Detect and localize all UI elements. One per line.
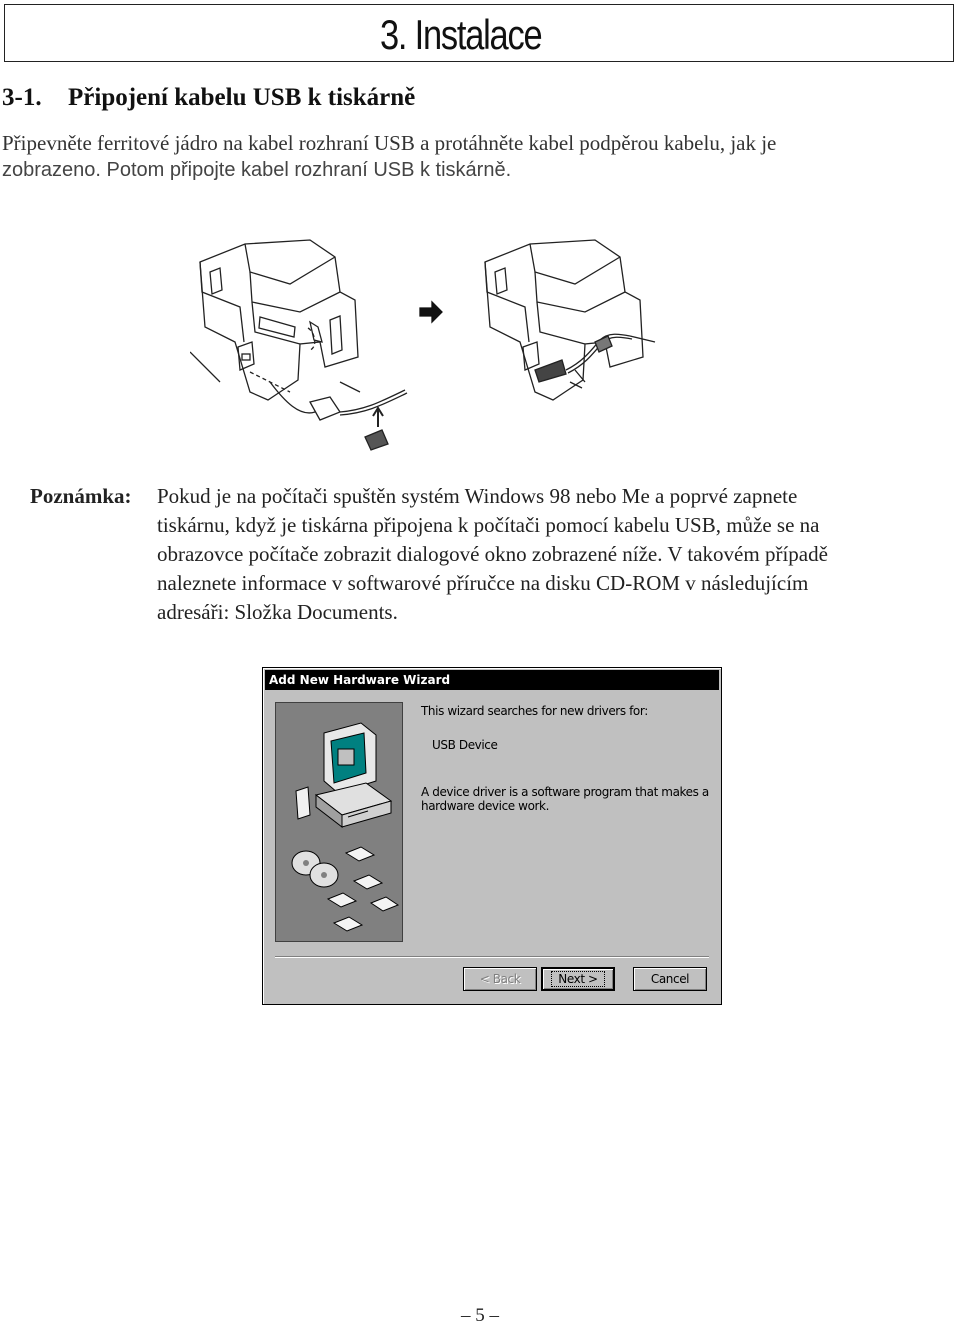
wizard-search-text: This wizard searches for new drivers for:: [421, 704, 648, 718]
note-line: tiskárnu, když je tiskárna připojena k počítači pomocí kabelu USB, může se na: [157, 513, 820, 537]
note-label: Poznámka:: [30, 484, 132, 508]
wizard-description-line-1: A device driver is a software program that makes a: [421, 785, 709, 799]
wizard-image-panel: [275, 702, 403, 942]
printer-right-drawing: [485, 240, 655, 400]
wizard-separator: [275, 956, 709, 958]
section-number: 3-1.: [2, 84, 42, 111]
wizard-title: Add New Hardware Wizard: [265, 670, 719, 690]
computer-illustration: [276, 703, 402, 941]
section-heading: [2, 84, 415, 112]
page-number: – 5 –: [461, 1305, 499, 1326]
printer-usb-illustration: [190, 232, 670, 457]
cd-disc-icons: [292, 851, 338, 887]
section-title: Připojení kabelu USB k tiskárně: [68, 84, 416, 111]
next-button-label: Next >: [552, 972, 603, 986]
next-button[interactable]: [541, 967, 615, 991]
intro-line-2: zobrazeno. Potom připojte kabel rozhraní USB k tiskárně.: [2, 159, 512, 181]
note-line: obrazovce počítače zobrazit dialogové okno zobrazené níže. V takovém případě: [157, 542, 828, 566]
chapter-title: 3. Instalace: [380, 11, 542, 58]
intro-paragraph: [2, 130, 960, 184]
intro-line-1: Připevněte ferritové jádro na kabel rozhraní USB a protáhněte kabel podpěrou kabelu, jak je: [2, 131, 777, 155]
note-line: Pokud je na počítači spuštěn systém Windows 98 nebo Me a poprvé zapnete: [157, 484, 798, 508]
cancel-button[interactable]: Cancel: [633, 967, 707, 991]
add-hardware-wizard-dialog: [262, 667, 722, 1005]
printer-left-drawing: [190, 240, 407, 450]
back-button[interactable]: < Back: [463, 967, 537, 991]
wizard-description-line-2: hardware device work.: [421, 799, 550, 813]
right-arrow-icon: [420, 302, 442, 322]
computer-icon: [296, 723, 391, 827]
note-line: adresáři: Složka Documents.: [157, 600, 398, 624]
note-text: [157, 482, 960, 627]
floppy-disk-icons: [328, 847, 398, 931]
note-line: naleznete informace v softwarové příručce na disku CD-ROM v následujícím: [157, 571, 809, 595]
wizard-device-name: USB Device: [432, 738, 498, 752]
